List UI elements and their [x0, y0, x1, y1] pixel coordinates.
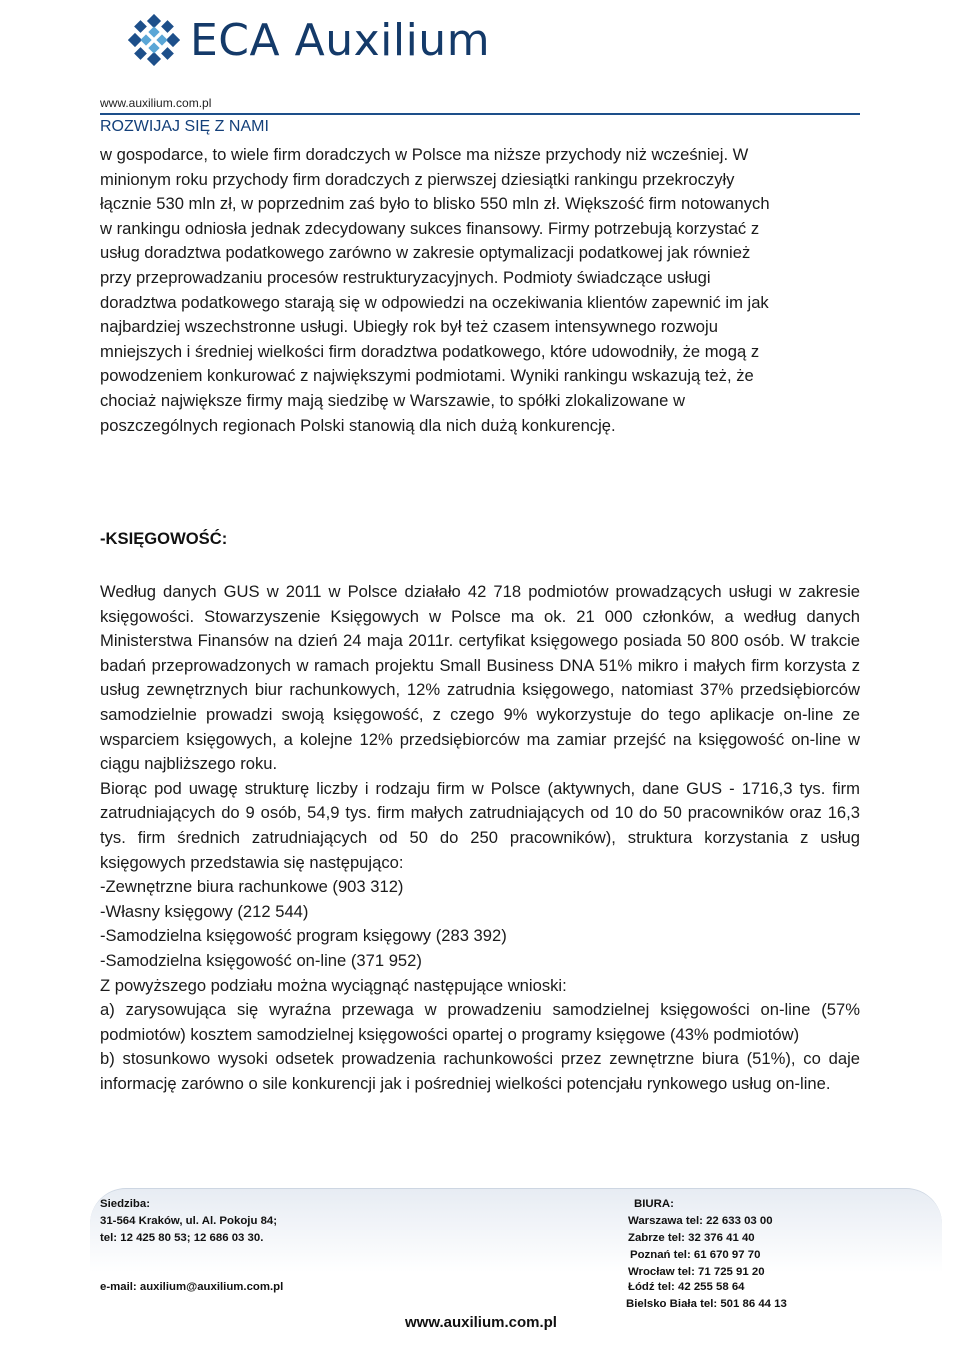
conclusion-b: b) stosunkowo wysoki odsetek prowadzenia rachunkowości przez zewnętrzne biura (51%), co daje informację zarówno o sile konkurencji jak i pośredniej wielkości potencjału rynkowego usług on-line. [100, 1049, 860, 1093]
list-item: -Samodzielna księgowość program księgowy (283 392) [100, 926, 507, 946]
intro-line: usług doradztwa podatkowego zarówno w zakresie optymalizacji podatkowej jak również [100, 243, 751, 263]
footer-office: Łódź tel: 42 255 58 64 [628, 1281, 745, 1293]
intro-line: powodzeniem konkurować z największymi podmiotami. Wyniki rankingu wskazują też, że [100, 366, 754, 386]
intro-line: minionym roku przychody firm doradczych z pierwszej dziesiątki rankingu przekroczyły [100, 169, 735, 189]
accounting-section [100, 580, 860, 1096]
intro-line: przy przeprowadzaniu procesów restrukturyzacyjnych. Podmioty świadczące usługi [100, 267, 711, 287]
footer-office: Wrocław tel: 71 725 91 20 [628, 1266, 765, 1278]
star-logo-icon [128, 14, 180, 66]
company-logo [128, 14, 490, 66]
structure-paragraph: Biorąc pod uwagę strukturę liczby i rodzaju firm w Polsce (aktywnych, dane GUS - 1716,3 tys. firm zatrudniających do 9 osób, 54,9 tys. firm małych zatrudniających od 10 do 50 pracowników oraz 16,3 tys. firm średnich zatrudniających od 50 do 250 pracowników), struktura korzystania z usług księgowych przedstawia się następująco: [100, 778, 860, 872]
intro-line: chociaż największe firmy mają siedzibę w Warszawie, to spółki zlokalizowane w [100, 390, 685, 410]
header-divider [100, 113, 860, 115]
intro-line: najbardziej wszechstronne usługi. Ubiegły rok był też czasem intensywnego rozwoju [100, 317, 718, 337]
footer-hq-phone: tel: 12 425 80 53; 12 686 03 30. [100, 1232, 264, 1244]
list-item: -Samodzielna księgowość on-line (371 952) [100, 950, 422, 970]
section-heading-accounting: -KSIĘGOWOŚĆ: [100, 529, 228, 548]
conclusion-intro: Z powyższego podziału można wyciągnąć następujące wnioski: [100, 975, 567, 995]
intro-line: doradztwa podatkowego starają się w odpowiedzi na oczekiwania klientów zapewnić im jak [100, 292, 769, 312]
footer-office: Poznań tel: 61 670 97 70 [630, 1249, 761, 1261]
footer-offices-label: BIURA: [634, 1198, 674, 1210]
intro-line: poszczególnych regionach Polski stanowią dla nich dużą konkurencję. [100, 415, 616, 435]
section-title: ROZWIJAJ SIĘ Z NAMI [100, 118, 269, 135]
footer-office: Warszawa tel: 22 633 03 00 [628, 1215, 773, 1227]
footer-office: Bielsko Biała tel: 501 86 44 13 [626, 1298, 787, 1310]
conclusion-a: a) zarysowująca się wyraźna przewaga w prowadzeniu samodzielnej księgowości on-line (57% podmiotów) kosztem samodzielnej księgowości opartej o programy księgowe (43% podmiotów) [100, 1000, 860, 1044]
intro-line: mniejszych i średniej wielkości firm doradztwa podatkowego, które udowodniły, że mogą z [100, 341, 760, 361]
list-item: -Własny księgowy (212 544) [100, 901, 309, 921]
intro-line: w gospodarce, to wiele firm doradczych w Polsce ma niższe przychody niż wcześniej. W [100, 145, 749, 164]
footer-hq-address: 31-564 Kraków, ul. Al. Pokoju 84; [100, 1215, 278, 1227]
footer-email[interactable]: e-mail: auxilium@auxilium.com.pl [100, 1281, 284, 1293]
list-item: -Zewnętrzne biura rachunkowe (903 312) [100, 877, 404, 897]
footer-website[interactable]: www.auxilium.com.pl [405, 1314, 557, 1331]
intro-paragraph [100, 143, 860, 438]
brand-name: ECA Auxilium [190, 14, 491, 66]
intro-line: łącznie 530 mln zł, w poprzednim zaś było to blisko 550 mln zł. Większość firm notowanych [100, 194, 770, 214]
footer-hq-label: Siedziba: [100, 1198, 151, 1210]
footer-office: Zabrze tel: 32 376 41 40 [628, 1232, 755, 1244]
intro-line: w rankingu odniosła jednak zdecydowany sukces finansowy. Firmy potrzebują korzystać z [100, 218, 760, 238]
accounting-paragraph: Według danych GUS w 2011 w Polsce działało 42 718 podmiotów prowadzących usługi w zakresie księgowości. Stowarzyszenie Księgowych w Polsce ma ok. 21 000 członków, a według danych Ministerstwa Finansów na dzień 24 maja 2011r. certyfikat księgowego posiada 50 800 osób. W trakcie badań przeprowadzonych w ramach projektu Small Business DNA 51% mikro i małych firm korzysta z usług zewnętrznych biur rachunkowych, 12% zatrudnia księgowego, natomiast 37% przedsiębiorców samodzielnie prowadzi swoją księgowość, z czego 9% wykorzystuje do tego aplikacje on-line ze wsparciem księgowych, a kolejne 12% przedsiębiorców ma zamiar przejść na księgowość on-line w ciągu najbliższego roku. [100, 582, 860, 774]
header-website[interactable]: www.auxilium.com.pl [100, 96, 212, 110]
